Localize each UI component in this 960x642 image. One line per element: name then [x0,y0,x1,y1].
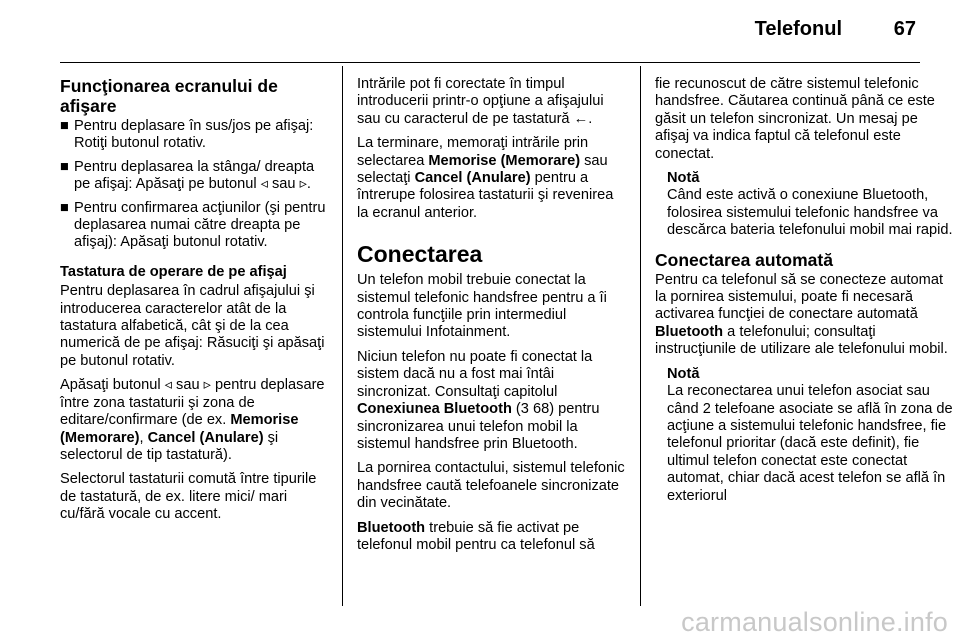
chapter-title: Telefonul [754,18,842,40]
note-text: La reconectarea unui telefon asociat sau când 2 telefoane asociate se află în zona de acţiune a sistemului telefonic handsfree, fie telefonul prioritar (dacă este definit), fie ultimul telefon conectat este conectat automat, chiar dacă acest telefon se află în exteriorul [667,383,953,504]
column-3 [655,76,953,515]
list-item: ■ Pentru deplasarea la stânga/ dreapta pe afişaj: Apăsaţi pe butonul ◃ sau ▹. [60,158,315,193]
note-box [667,366,953,505]
paragraph: Un telefon mobil trebuie conectat la sistemul telefonic handsfree pentru a îi controla funcţiile prin intermediul sistemului Infotainment. [357,272,607,341]
list-item: ■ Pentru deplasare în sus/jos pe afişaj: Rotiţi butonul rotativ. [60,118,314,152]
note-title: Notă [667,365,700,382]
column-divider-2 [640,66,641,606]
column-2 [357,76,627,561]
list-item: ■ Pentru confirmarea acţiunilor (şi pentru deplasarea numai către dreapta pe afişaj): Apăsaţi butonul rotativ. [60,199,326,251]
paragraph: Niciun telefon nu poate fi conectat la sistem dacă nu a fost mai întâi sincronizat. Consultaţi capitolul Conexiunea Bluetooth (3 68) pentru sincronizarea unui telefon mobil la sistemul handsfree prin Bluetooth. [357,348,600,452]
bullet-list [60,118,328,252]
paragraph: Bluetooth trebuie să fie activat pe telefonul mobil pentru ca telefonul să [357,519,595,553]
paragraph: Intrările pot fi corectate în timpul introducerii printr-o opţiune a afişajului sau cu caracterul de pe tastatură ←. [357,76,604,127]
section-heading-auto-connect: Conectarea automată [655,249,833,270]
section-heading-display-operation: Funcţionarea ecranului de afişare [60,76,278,116]
paragraph: Pentru ca telefonul să se conecteze automat la pornirea sistemului, poate fi necesară activarea funcţiei de conectare automată Bluetooth a telefonului; consultaţi instrucţiunile de utilizare ale telefonului mobil. [655,271,948,358]
paragraph: Apăsaţi butonul ◃ sau ▹ pentru deplasare între zona tastaturii şi zona de editare/confirmare (de ex. Memorise (Memorare), Cancel (Anulare) şi selectorul de tip tastatură). [60,377,325,463]
paragraph: Selectorul tastaturii comută între tipurile de tastatură, de ex. litere mici/ mari cu/fără vocale cu accent. [60,471,317,523]
paragraph: Pentru deplasarea în cadrul afişajului şi introducerea caracterelor atât de la tastatura alfabetică, cât şi de la cea numerică de pe afişaj: Răsuciţi şi apăsaţi pe butonul rotativ. [60,283,325,369]
section-heading-connecting: Conectarea [357,241,483,268]
paragraph: La pornirea contactului, sistemul telefonic handsfree caută telefoanele sincronizate din vecinătate. [357,460,625,512]
paragraph: La terminare, memoraţi intrările prin selectarea Memorise (Memorare) sau selectaţi Cancel (Anulare) pentru a întrerupe folosirea tastaturii şi revenirea la ecranul anterior. [357,135,614,221]
column-divider-1 [342,66,343,606]
bullet-square-icon: ■ [60,158,69,175]
paragraph: fie recunoscut de către sistemul telefonic handsfree. Căutarea continuă până ce este găsit un telefon sincronizat. Un mesaj pe afişaj va indica faptul că telefonul este conectat. [655,76,935,162]
note-title: Notă [667,170,700,187]
column-1 [60,76,328,531]
watermark: carmanualsonline.info [681,607,948,637]
page-number: 67 [893,18,916,40]
page-header [0,0,960,60]
note-box [667,170,953,240]
bullet-square-icon: ■ [60,118,69,134]
note-text: Când este activă o conexiune Bluetooth, folosirea sistemului telefonic handsfree va descărca bateria telefonului mobil mai rapid. [667,187,953,239]
page-reference-icon: 3 [520,401,529,418]
subheading-keyboard: Tastatura de operare de pe afişaj [60,263,287,280]
bullet-square-icon: ■ [60,199,69,216]
header-rule [60,62,920,63]
